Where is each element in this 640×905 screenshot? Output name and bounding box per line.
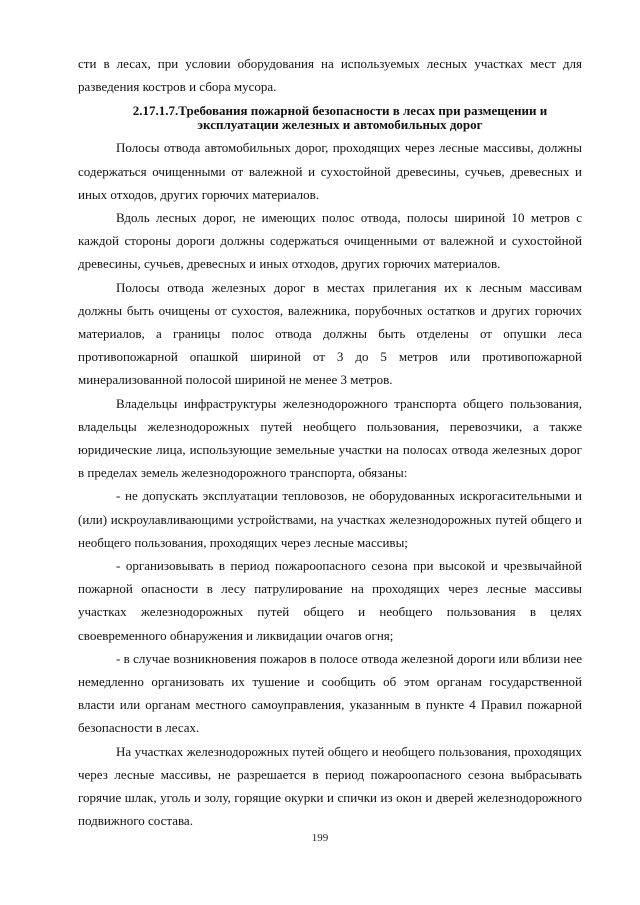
document-body <box>78 52 582 833</box>
paragraph-railway-strips: Полосы отвода железных дорог в местах прилегания их к лесным массивам должны быть очищены от сухостоя, валежника, порубочных остатков и других горючих материалов, а границы полос отвода должны быть отделены от опушки леса противопожарной опашкой шириной от 3 до 5 метров или противопожарной минерализованной полосой шириной не менее 3 метров. <box>78 279 582 388</box>
paragraph-road-strips: Полосы отвода автомобильных дорог, проходящих через лесные массивы, должны содержаться очищенными от валежной и сухостойной древесины, сучьев, древесных и иных отходов, других горючих материалов. <box>78 140 582 202</box>
list-item-patrolling: - организовывать в период пожароопасного сезона при высокой и чрезвычайной пожарной опасности в лесу патрулирование на проходящих через лесные массивы участках железнодорожных путей общего и необщего пользования в целях своевременного обнаружения и ликвидации очагов огня; <box>78 558 582 643</box>
continuation-paragraph: сти в лесах, при условии оборудования на используемых лесных участках мест для разведения костров и сбора мусора. <box>78 56 582 95</box>
paragraph-owners-obligations: Владельцы инфраструктуры железнодорожного транспорта общего пользования, владельцы железнодорожных путей необщего пользования, перевозчики, а также юридические лица, использующие земельные участки на полосах отвода железных дорог в пределах земель железнодорожного транспорта, обязаны: <box>78 395 582 481</box>
page-number: 199 <box>311 832 329 844</box>
list-item-locomotives: - не допускать эксплуатации тепловозов, не оборудованных искрогасительными и (или) искроулавливающими устройствами, на участках железнодорожных путей общего и необщего пользования, проходящих через лесные массивы; <box>78 488 582 550</box>
paragraph-prohibition: На участках железнодорожных путей общего и необщего пользования, проходящих через лесные массивы, не разрешается в период пожароопасного сезона выбрасывать горячие шлак, уголь и золу, горящие окурки и спички из окон и дверей железнодорожного подвижного состава. <box>78 743 582 829</box>
list-item-fire-response: - в случае возникновения пожаров в полосе отвода железной дороги или вблизи нее немедленно организовать их тушение и сообщить об этом органам государственной власти или органам местного самоуправления, указанным в пункте 4 Правил пожарной безопасности в лесах. <box>78 650 582 736</box>
section-heading: 2.17.1.7.Требования пожарной безопасности в лесах при размещении и эксплуатации железных и автомобильных дорог <box>132 103 548 133</box>
paragraph-forest-roads: Вдоль лесных дорог, не имеющих полос отвода, полосы шириной 10 метров с каждой стороны дороги должны содержаться очищенными от валежной и сухостойной древесины, сучьев, древесных и иных отходов, других горючих материалов. <box>78 210 582 272</box>
